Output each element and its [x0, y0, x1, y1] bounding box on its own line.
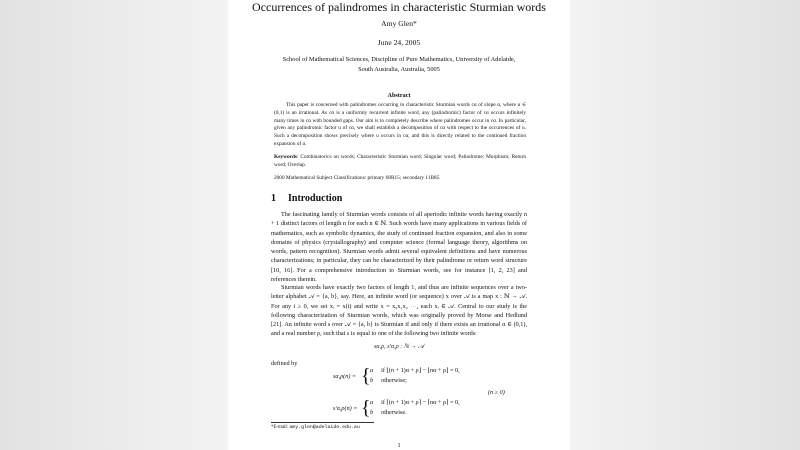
display-equation: sα,ρ, s′α,ρ : ℕ → 𝒜 — [373, 343, 425, 350]
footnote-label: *E-mail: — [271, 425, 290, 430]
case1-row2-var: b — [370, 377, 374, 384]
case1-row-1 — [370, 367, 460, 374]
case1-lhs: sα,ρ(n) = — [333, 373, 357, 380]
case2-row1-var: a — [370, 399, 374, 406]
case2-row1-cond: if ⌈(n + 1)α + ρ⌉ − ⌈nα + ρ⌉ = 0, — [381, 399, 460, 406]
case1-brace: { — [361, 365, 371, 387]
footnote-rule — [271, 422, 374, 423]
footnote — [271, 425, 360, 430]
section-number: 1 — [271, 193, 276, 204]
keywords-label: Keywords — [274, 154, 297, 160]
msc-classification: 2000 Mathematical Subject Classifications: primary 68R15; secondary 11B85. — [274, 175, 441, 181]
case2-row-1 — [370, 399, 460, 406]
case2-lhs: s′α,ρ(n) = — [333, 405, 358, 412]
case2-row2-var: b — [370, 409, 374, 416]
case2-row2-cond: otherwise. — [381, 409, 407, 416]
right-margin-background — [570, 0, 800, 450]
affiliation-line-1: School of Mathematical Sciences, Discipline of Pure Mathematics, University of Adelaide, — [282, 56, 516, 63]
case1-row-2 — [370, 377, 407, 384]
paper-page — [228, 0, 570, 450]
intro-paragraph-1: The fascinating family of Sturmian words consists of all aperiodic infinite words having exactly n + 1 distinct factors of length n for each n ∈ ℕ. Such words have many applications in various fields of mathematics, such as symbolic dynamics, the study of continued fraction expansion, and also in some domains of physics (crystallography) and computer science (formal language theory, algorithms on words, pattern recognition). Sturmian words admit several equivalent definitions and have numerous characterizations; in particular, they can be characterized by their palindrome or return word structure [10, 16]. For a comprehensive introduction to Sturmian words, see for instance [1, 2, 23] and references therein. — [271, 211, 527, 283]
page-number: 1 — [397, 442, 401, 449]
paper-date: June 24, 2005 — [377, 38, 421, 47]
case1-row1-cond: if ⌊(n + 1)α + ρ⌋ − ⌊nα + ρ⌋ = 0, — [381, 367, 460, 374]
case2-row-2 — [370, 409, 407, 416]
author-name: Amy Glen* — [381, 19, 417, 28]
footnote-email[interactable]: amy.glen@adelaide.edu.au — [289, 425, 360, 430]
section-heading — [271, 193, 342, 204]
keywords — [274, 154, 526, 170]
paper-title: Occurrences of palindromes in characteristic Sturmian words — [252, 0, 546, 14]
case1-row1-var: a — [370, 367, 374, 374]
defined-by-text: defined by — [271, 360, 298, 367]
case2-brace: { — [361, 397, 371, 419]
affiliation-line-2: South Australia, Australia, 5005 — [358, 66, 440, 73]
left-margin-background — [0, 0, 228, 450]
n-condition: (n ≥ 0) — [488, 389, 505, 396]
keywords-text: : Combinatorics on words; Characteristic Sturmian word; Singular word; Palindrome; Morphism; Return word; Overlap. — [274, 154, 526, 168]
affiliation — [268, 55, 530, 75]
intro-paragraph-2: Sturmian words have exactly two factors of length 1, and thus are infinite sequences over a two-letter alphabet 𝒜 = {a, b}, say. Here, an infinite word (or sequence) x over 𝒜 is a map x : ℕ → 𝒜. For any i ≥ 0, we set xᵢ = x(i) and write x = x₀x₁x₂ ⋯, each xᵢ ∈ 𝒜. Central to our study is the following characterization of Sturmian words, which was originally proved by Morse and Hedlund [21]. An infinite word s over 𝒜 = {a, b} is Sturmian if and only if there exists an irrational α ∈ (0,1), and a real number ρ, such that s is equal to one of the following two infinite words: — [271, 284, 527, 338]
case1-row2-cond: otherwise; — [381, 377, 407, 384]
abstract-text: This paper is concerned with palindromes occurring in characteristic Sturmian words cα of slope α, where α ∈ (0,1) is an irrational. As cα is a uniformly recurrent infinite word, any (palindromic) factor of cα occurs infinitely many times in cα with bounded gaps. Our aim is to completely describe where palindromes occur in cα. In particular, given any palindromic factor u of cα, we shall establish a decomposition of cα with respect to the occurrences of u. Such a decomposition shows precisely where u occurs in cα, and this is directly related to the continued fraction expansion of α. — [274, 102, 526, 147]
section-title: Introduction — [288, 193, 343, 204]
abstract-heading: Abstract — [387, 92, 411, 99]
